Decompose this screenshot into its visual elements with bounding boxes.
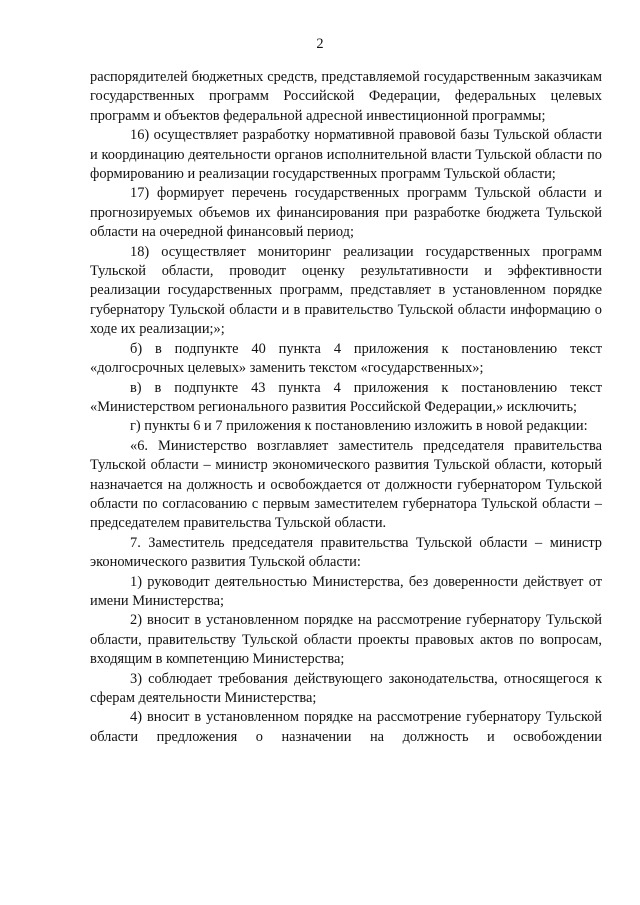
paragraph-point-7-item-1: 1) руководит деятельностью Министерства, без доверенности действует от имени Министерства;: [90, 573, 602, 609]
paragraph-subitem-b: б) в подпункте 40 пункта 4 приложения к постановлению текст «долгосрочных целевых» заменить текстом «государственных»;: [90, 340, 602, 377]
paragraph-subitem-v: в) в подпункте 43 пункта 4 приложения к постановлению текст «Министерством регионального развития Российской Федерации,» исключить;: [90, 379, 602, 415]
paragraph-point-7-item-2: 2) вносит в установленном порядке на рассмотрение губернатору Тульской области, правительству Тульской области проекты правовых актов по вопросам, входящим в компетенцию Министерства;: [90, 612, 602, 668]
paragraph-continuation: распорядителей бюджетных средств, представляемой государственным заказчикам государственных программ Российской Федерации, федеральных целевых программ и объектов федеральной адресной инвестиционной программы;: [90, 69, 602, 124]
document-body: [90, 68, 602, 747]
paragraph-point-7-item-3: 3) соблюдает требования действующего законодательства, относящегося к сферам деятельности Министерства;: [90, 670, 602, 706]
paragraph-point-6: «6. Министерство возглавляет заместитель председателя правительства Тульской области – министр экономического развития Тульской области, который назначается на должность и освобождается от должности губернатором Тульской области по согласованию с первым заместителем губернатора Тульской области – председателем правительства Тульской области.: [90, 437, 602, 532]
paragraph-item-16: 16) осуществляет разработку нормативной правовой базы Тульской области и координацию деятельности органов исполнительной власти Тульской области по формированию и реализации государственных программ Тульской области;: [90, 127, 602, 183]
paragraph-point-7: 7. Заместитель председателя правительства Тульской области – министр экономического развития Тульской области:: [90, 534, 602, 571]
paragraph-point-7-item-4: 4) вносит в установленном порядке на рассмотрение губернатору Тульской области предложения о назначении на должность и освобождении: [90, 709, 602, 745]
paragraph-subitem-g: г) пункты 6 и 7 приложения к постановлению изложить в новой редакции:: [130, 418, 588, 435]
page-number: 2: [316, 36, 324, 52]
paragraph-item-18: 18) осуществляет мониторинг реализации государственных программ Тульской области, проводит оценку результативности и эффективности реализации государственных программ, представляет в установленном порядке губернатору Тульской области и в правительство Тульской области информацию о ходе их реализации;»;: [90, 243, 602, 338]
paragraph-item-17: 17) формирует перечень государственных программ Тульской области и прогнозируемых объемов их финансирования при разработке бюджета Тульской области на очередной финансовый период;: [90, 185, 602, 241]
